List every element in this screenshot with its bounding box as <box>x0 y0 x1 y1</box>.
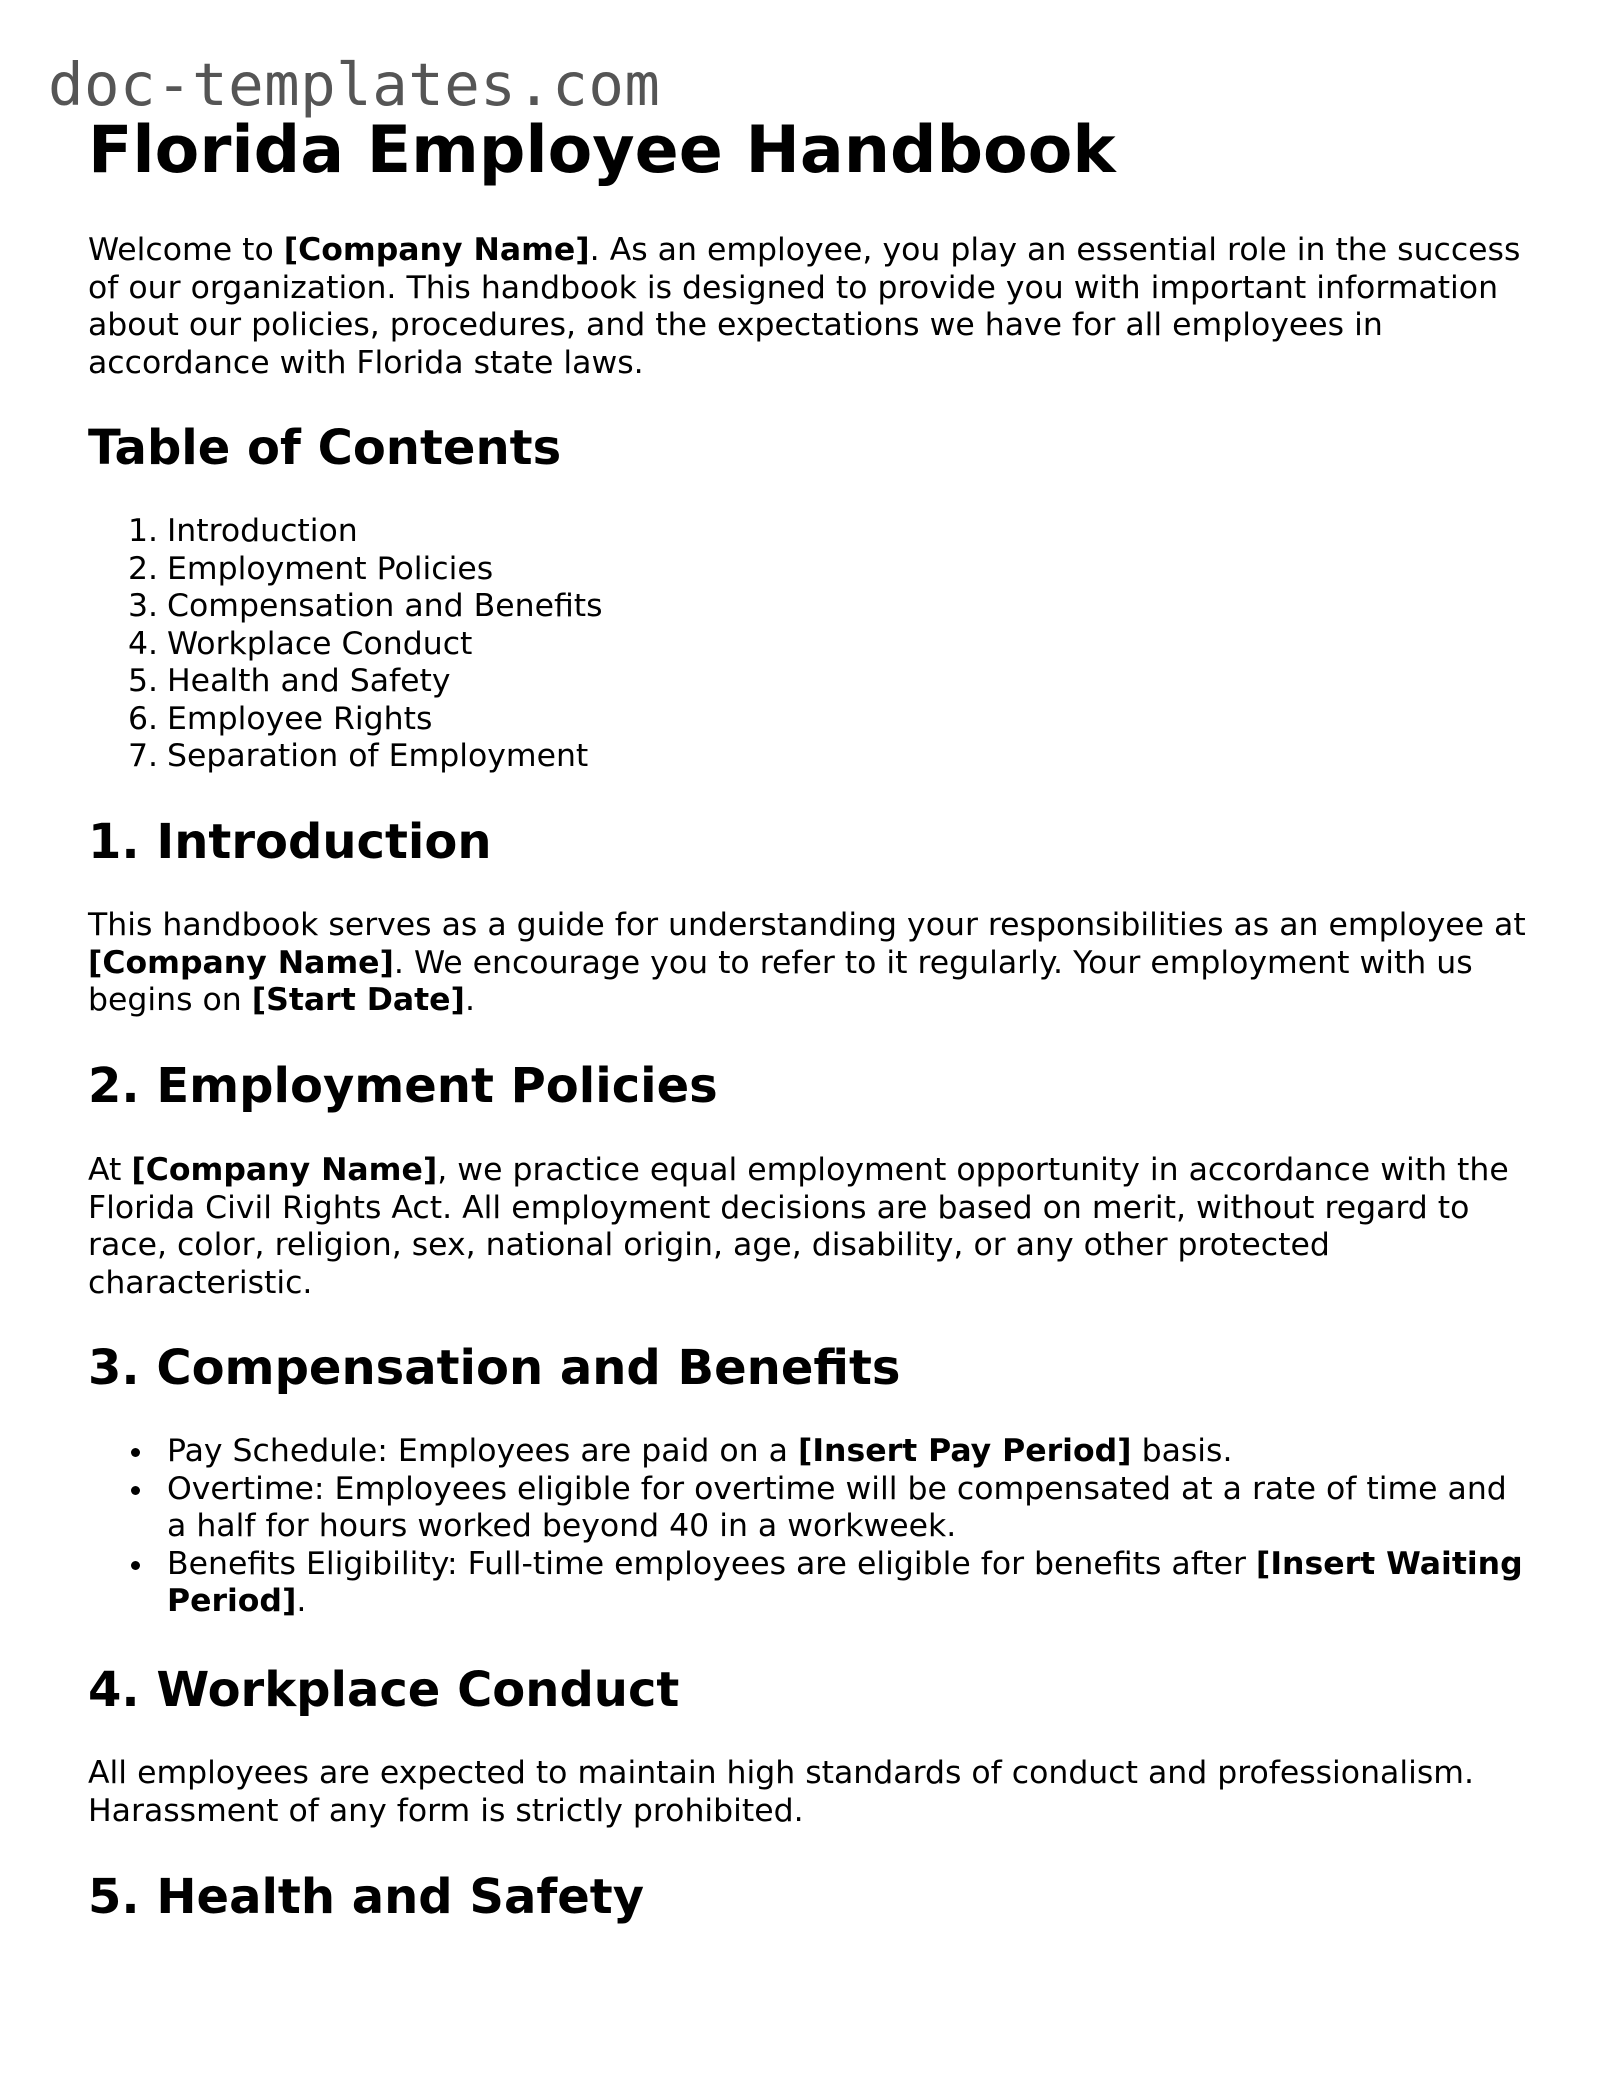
toc-item: 6. Employee Rights <box>128 700 433 737</box>
introduction-paragraph: This handbook serves as a guide for understanding your responsibilities as an employee at [Company Name]. We encourage you to refer to it regularly. Your employment with us begins on [Start Date]. <box>88 907 1526 1018</box>
waiting-period-placeholder: [Insert Waiting Period] <box>167 1545 1523 1619</box>
bullet-icon <box>131 1561 140 1570</box>
section-heading-introduction: 1. Introduction <box>88 814 492 870</box>
toc-item: 2. Employment Policies <box>128 550 494 587</box>
section-heading-compensation: 3. Compensation and Benefits <box>88 1340 901 1396</box>
list-item-overtime: Overtime: Employees eligible for overtime will be compensated at a rate of time and a half for hours worked beyond 40 in a workweek. <box>88 1471 1528 1546</box>
toc-item: 7. Separation of Employment <box>128 738 589 774</box>
toc-list <box>88 513 1528 776</box>
pay-period-placeholder: [Insert Pay Period] <box>797 1433 1132 1469</box>
toc-item: 5. Health and Safety <box>128 663 451 699</box>
bullet-icon <box>131 1486 140 1495</box>
watermark: doc-templates.com <box>48 50 661 119</box>
section-heading-health-safety: 5. Health and Safety <box>88 1869 645 1925</box>
section-heading-employment-policies: 2. Employment Policies <box>88 1058 718 1114</box>
list-item-pay-schedule: Pay Schedule: Employees are paid on a [Insert Pay Period] basis. <box>88 1433 1528 1471</box>
company-name-placeholder: [Company Name] <box>283 232 590 268</box>
list-item-benefits: Benefits Eligibility: Full-time employees are eligible for benefits after [Insert Waiting Period]. <box>88 1546 1528 1621</box>
bullet-icon <box>131 1448 140 1457</box>
document-title: Florida Employee Handbook <box>88 113 1116 188</box>
compensation-list <box>88 1433 1528 1621</box>
employment-policies-paragraph: At [Company Name], we practice equal employment opportunity in accordance with the Florida Civil Rights Act. All employment decisions are based on merit, without regard to race, color, religion, sex, national origin, age, disability, or any other protected characteristic. <box>88 1152 1509 1301</box>
section-heading-workplace-conduct: 4. Workplace Conduct <box>88 1662 680 1718</box>
workplace-conduct-paragraph: All employees are expected to maintain high standards of conduct and professionalism. Harassment of any form is strictly prohibited. <box>88 1755 1474 1829</box>
toc-heading: Table of Contents <box>88 420 562 476</box>
intro-paragraph: Welcome to [Company Name]. As an employee, you play an essential role in the success of our organization. This handbook is designed to provide you with important information about our policies, procedures, and the expectations we have for all employees in accordance with Florida state laws. <box>88 232 1521 381</box>
company-name-placeholder: [Company Name] <box>88 944 394 981</box>
toc-item: 1. Introduction <box>128 513 358 549</box>
start-date-placeholder: [Start Date] <box>251 982 465 1018</box>
toc-item: 4. Workplace Conduct <box>128 625 473 662</box>
company-name-placeholder: [Company Name] <box>131 1152 438 1188</box>
toc-item: 3. Compensation and Benefits <box>128 588 603 624</box>
